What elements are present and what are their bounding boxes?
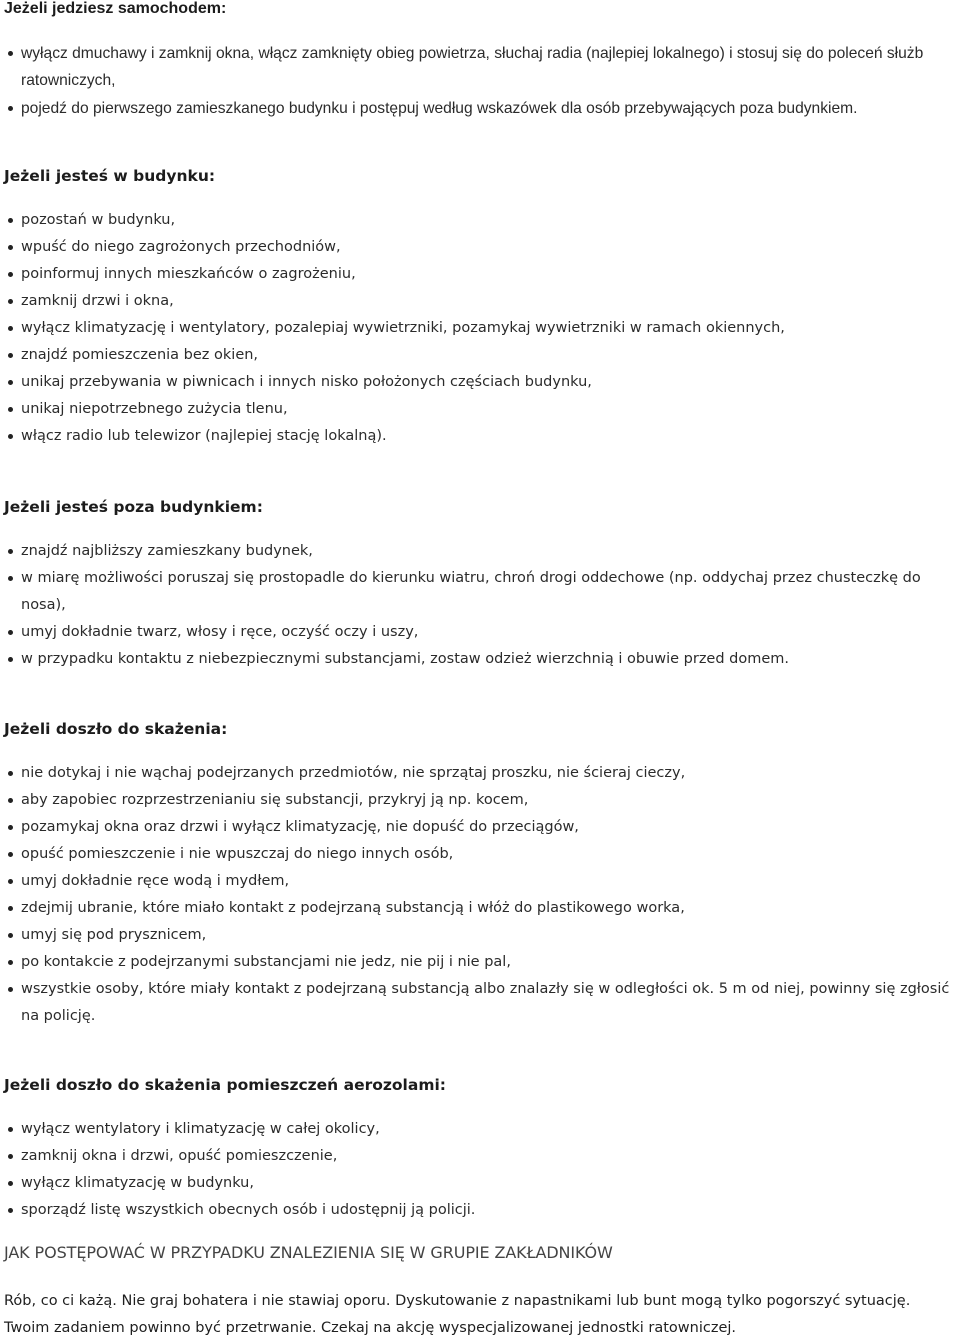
section-heading-outside-building: Jeżeli jesteś poza budynkiem: (4, 498, 263, 516)
list-item-text: wyłącz klimatyzację i wentylatory, pozalepiaj wywietrzniki, pozamykaj wywietrzniki w ramach okiennych, (21, 320, 785, 336)
section-aerosols (4, 1075, 956, 1218)
list-item (4, 369, 954, 396)
list-item (4, 538, 956, 565)
list-item-text: w miarę możliwości poruszaj się prostopadle do kierunku wiatru, chroń drogi oddechowe (np. oddychaj przez chusteczkę do nosa), (21, 570, 921, 613)
list-item-text: znajdź najbliższy zamieszkany budynek, (21, 543, 313, 559)
list-item (4, 949, 956, 976)
list-item (4, 1170, 956, 1197)
section-hostage-group (4, 1243, 956, 1336)
list-item (4, 396, 954, 423)
paragraph-line: Twoim zadaniem powinno być przetrwanie. Czekaj na akcję wyspecjalizowanej jednostki ratowniczej. (4, 1320, 737, 1336)
paragraph-line: Rób, co ci każą. Nie graj bohatera i nie stawiaj oporu. Dyskutowanie z napastnikami lub bunt mogą tylko pogorszyć sytuację. (4, 1293, 911, 1309)
section-outside-building (4, 497, 956, 667)
list-item-text: wyłącz wentylatory i klimatyzację w całej okolicy, (21, 1121, 380, 1137)
list-item (4, 814, 956, 841)
section-heading-hostage-group: JAK POSTĘPOWAĆ W PRZYPADKU ZNALEZIENIA SIĘ W GRUPIE ZAKŁADNIKÓW (4, 1243, 613, 1262)
list-item-text: zdejmij ubranie, które miało kontakt z podejrzaną substancją i włóż do plastikowego worka, (21, 900, 685, 916)
section-in-building (4, 166, 954, 444)
list-item-text: umyj się pod prysznicem, (21, 927, 207, 943)
list-item (4, 207, 954, 234)
list-item-text: włącz radio lub telewizor (najlepiej stację lokalną). (21, 428, 387, 444)
list-item (4, 1197, 956, 1224)
list-item (4, 423, 954, 450)
list-item (4, 895, 956, 922)
list-item-text: pozostań w budynku, (21, 212, 176, 228)
section-heading-contamination: Jeżeli doszło do skażenia: (4, 720, 228, 738)
list-item-text: wpuść do niego zagrożonych przechodniów, (21, 239, 341, 255)
bullet-list-outside-building (4, 538, 956, 673)
list-item (4, 315, 954, 342)
section-contamination (4, 719, 956, 1024)
list-item (4, 868, 956, 895)
list-item-text: znajdź pomieszczenia bez okien, (21, 347, 259, 363)
list-item (4, 342, 954, 369)
list-item-text: pozamykaj okna oraz drzwi i wyłącz klimatyzację, nie dopuść do przeciągów, (21, 819, 579, 835)
list-item-text: po kontakcie z podejrzanymi substancjami nie jedz, nie pij i nie pal, (21, 954, 511, 970)
list-item-text: wyłącz klimatyzację w budynku, (21, 1175, 254, 1191)
list-item (4, 787, 956, 814)
list-item (4, 922, 956, 949)
list-item (4, 288, 954, 315)
list-item (4, 760, 956, 787)
list-item (4, 565, 956, 619)
list-item (4, 619, 956, 646)
list-item-text: unikaj przebywania w piwnicach i innych nisko położonych częściach budynku, (21, 374, 592, 390)
bullet-list-in-building (4, 207, 954, 450)
bullet-list-aerosols (4, 1116, 956, 1224)
hostage-group-paragraph (4, 1288, 956, 1342)
list-item (4, 646, 956, 673)
list-item-text: umyj dokładnie ręce wodą i mydłem, (21, 873, 290, 889)
list-item (4, 261, 954, 288)
list-item-text: zamknij okna i drzwi, opuść pomieszczenie, (21, 1148, 338, 1164)
list-item (4, 234, 954, 261)
list-item-text: umyj dokładnie twarz, włosy i ręce, oczyść oczy i uszy, (21, 624, 419, 640)
bullet-list-contamination (4, 760, 956, 1030)
section-heading-car: Jeżeli jedziesz samochodem: (4, 0, 227, 17)
list-item (4, 841, 956, 868)
list-item-text: poinformuj innych mieszkańców o zagrożeniu, (21, 266, 356, 282)
list-item-text: wyłącz dmuchawy i zamknij okna, włącz zamknięty obieg powietrza, słuchaj radia (najlepiej lokalnego) i stosuj się do poleceń służb ratowniczych, (21, 45, 924, 89)
list-item (4, 976, 956, 1030)
list-item-text: sporządź listę wszystkich obecnych osób i udostępnij ją policji. (21, 1202, 476, 1218)
list-item-text: unikaj niepotrzebnego zużycia tlenu, (21, 401, 288, 417)
list-item-text: w przypadku kontaktu z niebezpiecznymi substancjami, zostaw odzież wierzchnią i obuwie przed domem. (21, 651, 790, 667)
section-heading-aerosols: Jeżeli doszło do skażenia pomieszczeń aerozolami: (4, 1076, 446, 1094)
list-item-text: aby zapobiec rozprzestrzenianiu się substancji, przykryj ją np. kocem, (21, 792, 529, 808)
list-item (4, 40, 954, 94)
bullet-list-car (4, 40, 954, 122)
list-item-text: pojedź do pierwszego zamieszkanego budynku i postępuj według wskazówek dla osób przebywających poza budynkiem. (21, 100, 858, 117)
list-item (4, 1116, 956, 1143)
list-item-text: zamknij drzwi i okna, (21, 293, 174, 309)
list-item (4, 95, 954, 122)
section-heading-in-building: Jeżeli jesteś w budynku: (4, 167, 216, 185)
list-item-text: opuść pomieszczenie i nie wpuszczaj do niego innych osób, (21, 846, 454, 862)
list-item (4, 1143, 956, 1170)
list-item-text: nie dotykaj i nie wąchaj podejrzanych przedmiotów, nie sprzątaj proszku, nie ścieraj cieczy, (21, 765, 686, 781)
list-item-text: wszystkie osoby, które miały kontakt z podejrzaną substancją albo znalazły się w odległości ok. 5 m od niej, powinny się zgłosić na policję. (21, 981, 950, 1024)
